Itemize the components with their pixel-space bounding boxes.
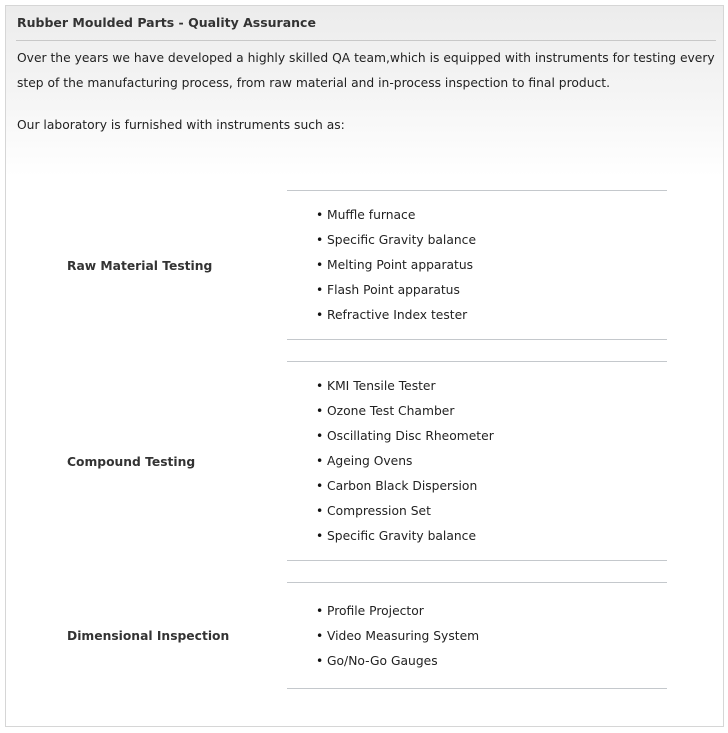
instrument-item: • Refractive Index tester bbox=[316, 303, 476, 328]
instrument-list bbox=[287, 361, 667, 561]
section-label: Raw Material Testing bbox=[67, 258, 213, 273]
instrument-items bbox=[316, 374, 494, 549]
section-label: Compound Testing bbox=[67, 454, 196, 469]
instrument-item: • Muffle furnace bbox=[316, 203, 476, 228]
section-row bbox=[6, 190, 723, 339]
instrument-item: • Melting Point apparatus bbox=[316, 253, 476, 278]
panel-title: Rubber Moulded Parts - Quality Assurance bbox=[17, 15, 316, 30]
instrument-item: • KMI Tensile Tester bbox=[316, 374, 494, 399]
qa-panel bbox=[5, 5, 724, 727]
instrument-item: • Specific Gravity balance bbox=[316, 524, 494, 549]
section-label: Dimensional Inspection bbox=[67, 629, 230, 643]
instrument-items bbox=[316, 599, 479, 674]
instrument-item: • Profile Projector bbox=[316, 599, 479, 624]
instrument-item: • Video Measuring System bbox=[316, 624, 479, 649]
title-divider bbox=[16, 40, 716, 41]
laboratory-text: Our laboratory is furnished with instruments such as: bbox=[17, 118, 345, 132]
instrument-item: • Carbon Black Dispersion bbox=[316, 474, 494, 499]
section-row bbox=[6, 361, 723, 560]
instrument-item: • Go/No-Go Gauges bbox=[316, 649, 479, 674]
instrument-items bbox=[316, 203, 476, 328]
instrument-item: • Compression Set bbox=[316, 499, 494, 524]
instrument-item: • Oscillating Disc Rheometer bbox=[316, 424, 494, 449]
instrument-list bbox=[287, 190, 667, 340]
instrument-list bbox=[287, 582, 667, 689]
instrument-item: • Ozone Test Chamber bbox=[316, 399, 494, 424]
section-row bbox=[6, 582, 723, 688]
instrument-item: • Flash Point apparatus bbox=[316, 278, 476, 303]
instrument-item: • Ageing Ovens bbox=[316, 449, 494, 474]
instrument-item: • Specific Gravity balance bbox=[316, 228, 476, 253]
intro-paragraph: Over the years we have developed a highly skilled QA team,which is equipped with instruments for testing every step of the manufacturing process, from raw material and in-process inspection to final product. bbox=[17, 51, 715, 90]
